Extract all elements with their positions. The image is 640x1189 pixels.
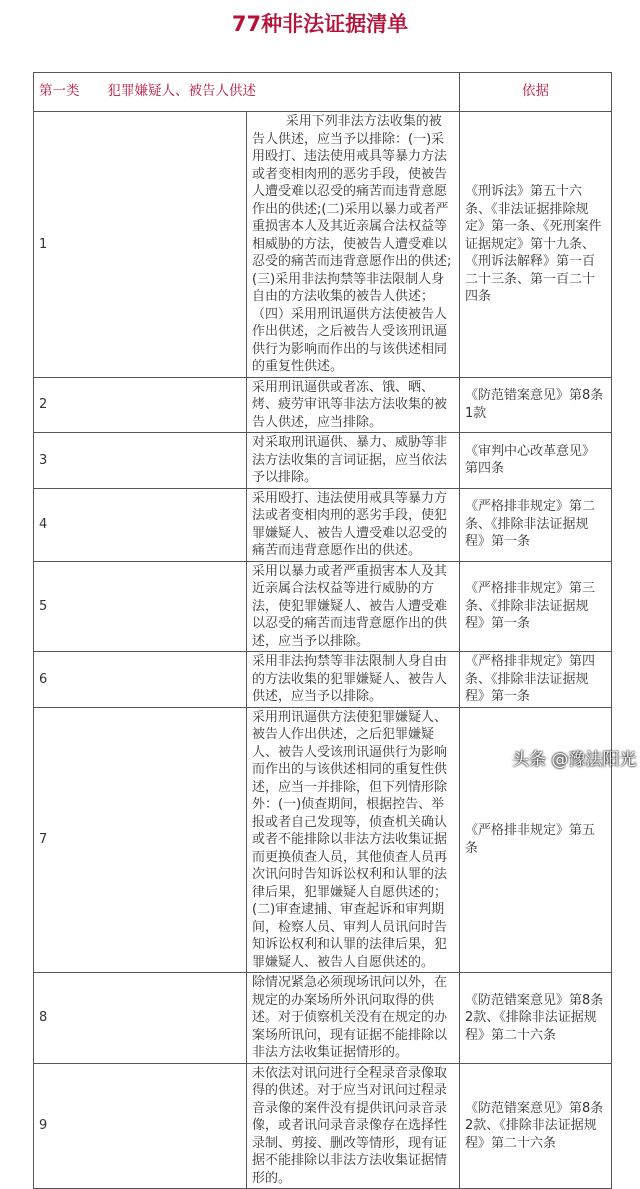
row-content: 采用刑讯逼供或者冻、饿、晒、烤、疲劳审讯等非法方法收集的被告人供述，应当排除。 (247, 377, 460, 433)
row-basis: 《防范错案意见》第8条2款、《排除非法证据规程》第二十六条 (460, 973, 612, 1064)
basis-header: 依据 (460, 73, 612, 112)
row-content: 采用刑讯逼供方法使犯罪嫌疑人、被告人作出供述，之后犯罪嫌疑人、被告人受该刑讯逼供行为影响而作出的与该供述相同的重复性供述，应当一并排除，但下列情形除外：(一)侦查期间，根据控告、举报或者自己发现等，侦查机关确认或者不能排除以非法方法收集证据而更换侦查人员，其他侦查人员再次讯问时告知诉讼权利和认罪的法律后果，犯罪嫌疑人自愿供述的；(二)审查逮捕、审查起诉和审判期间，检察人员、审判人员讯问时告知诉讼权利和认罪的法律后果，犯罪嫌疑人、被告人自愿供述的。 (247, 707, 460, 973)
row-basis: 《严格排非规定》第二条、《排除非法证据规程》第一条 (460, 488, 612, 561)
row-content: 采用非法拘禁等非法限制人身自由的方法收集的犯罪嫌疑人、被告人供述，应当予以排除。 (247, 652, 460, 708)
row-content: 未依法对讯问进行全程录音录像取得的供述。对于应当对讯问过程录音录像的案件没有提供讯问录音录像，或者讯问录音录像存在选择性录制、剪接、删改等情形，现有证据不能排除以非法方法收集证据情形的。 (247, 1063, 460, 1189)
table-row (34, 973, 612, 1064)
table-row (34, 488, 612, 561)
category-label: 第一类 (39, 83, 80, 100)
category-header (34, 73, 460, 112)
row-number: 9 (34, 1063, 247, 1189)
row-basis: 《防范错案意见》第8条2款、《排除非法证据规程》第二十六条 (460, 1063, 612, 1189)
table-row (34, 112, 612, 378)
row-basis: 《严格排非规定》第四条、《排除非法证据规程》第一条 (460, 652, 612, 708)
row-content: 除情况紧急必须现场讯问以外，在规定的办案场所外讯问取得的供述。对于侦察机关没有在规定的办案场所讯问，现有证据不能排除以非法方法收集证据情形的。 (247, 973, 460, 1064)
row-number: 5 (34, 561, 247, 652)
table-row (34, 1063, 612, 1189)
watermark: 头条 @豫法阳光 (512, 750, 637, 770)
page-title: 77种非法证据清单 (231, 12, 409, 36)
row-number: 7 (34, 707, 247, 973)
row-number: 3 (34, 433, 247, 489)
row-basis: 《审判中心改革意见》第四条 (460, 433, 612, 489)
table-row (34, 561, 612, 652)
row-number: 6 (34, 652, 247, 708)
category-title: 犯罪嫌疑人、被告人供述 (107, 83, 256, 100)
row-number: 2 (34, 377, 247, 433)
row-content: 采用以暴力或者严重损害本人及其近亲属合法权益等进行威胁的方法，使犯罪嫌疑人、被告人遭受难以忍受的痛苦而违背意愿作出的供述，应当予以排除。 (247, 561, 460, 652)
row-number: 4 (34, 488, 247, 561)
table-row (34, 433, 612, 489)
row-number: 8 (34, 973, 247, 1064)
table-row (34, 377, 612, 433)
row-basis: 《刑诉法》第五十六条、《非法证据排除规定》第一条、《死刑案件证据规定》第十九条、《刑诉法解释》第一百二十三条、第一百二十四条 (460, 112, 612, 378)
row-number: 1 (34, 112, 247, 378)
row-basis: 《严格排非规定》第三条、《排除非法证据规程》第一条 (460, 561, 612, 652)
row-basis: 《防范错案意见》第8条1款 (460, 377, 612, 433)
evidence-table (33, 72, 612, 1189)
table-row (34, 652, 612, 708)
row-basis: 《严格排非规定》第五条 (460, 707, 612, 973)
row-content: 对采取刑讯逼供、暴力、威胁等非法方法收集的言词证据，应当依法予以排除。 (247, 433, 460, 489)
table-header-row (34, 73, 612, 112)
row-content: 采用下列非法方法收集的被告人供述，应当予以排除：(一)采用殴打、违法使用戒具等暴力方法或者变相肉刑的恶劣手段，使被告人遭受难以忍受的痛苦而违背意愿作出的供述;(二)采用以暴力或者严重损害本人及其近亲属合法权益等相威胁的方法，使被告人遭受难以忍受的痛苦而违背意愿作出的供述;(三)采用非法拘禁等非法限制人身自由的方法收集的被告人供述；（四）采用刑讯逼供方法使被告人作出供述，之后被告人受该刑讯逼供行为影响而作出的与该供述相同的重复性供述。 (247, 112, 460, 378)
row-content: 采用殴打、违法使用戒具等暴力方法或者变相肉刑的恶劣手段，使犯罪嫌疑人、被告人遭受难以忍受的痛苦而违背意愿作出的供述。 (247, 488, 460, 561)
